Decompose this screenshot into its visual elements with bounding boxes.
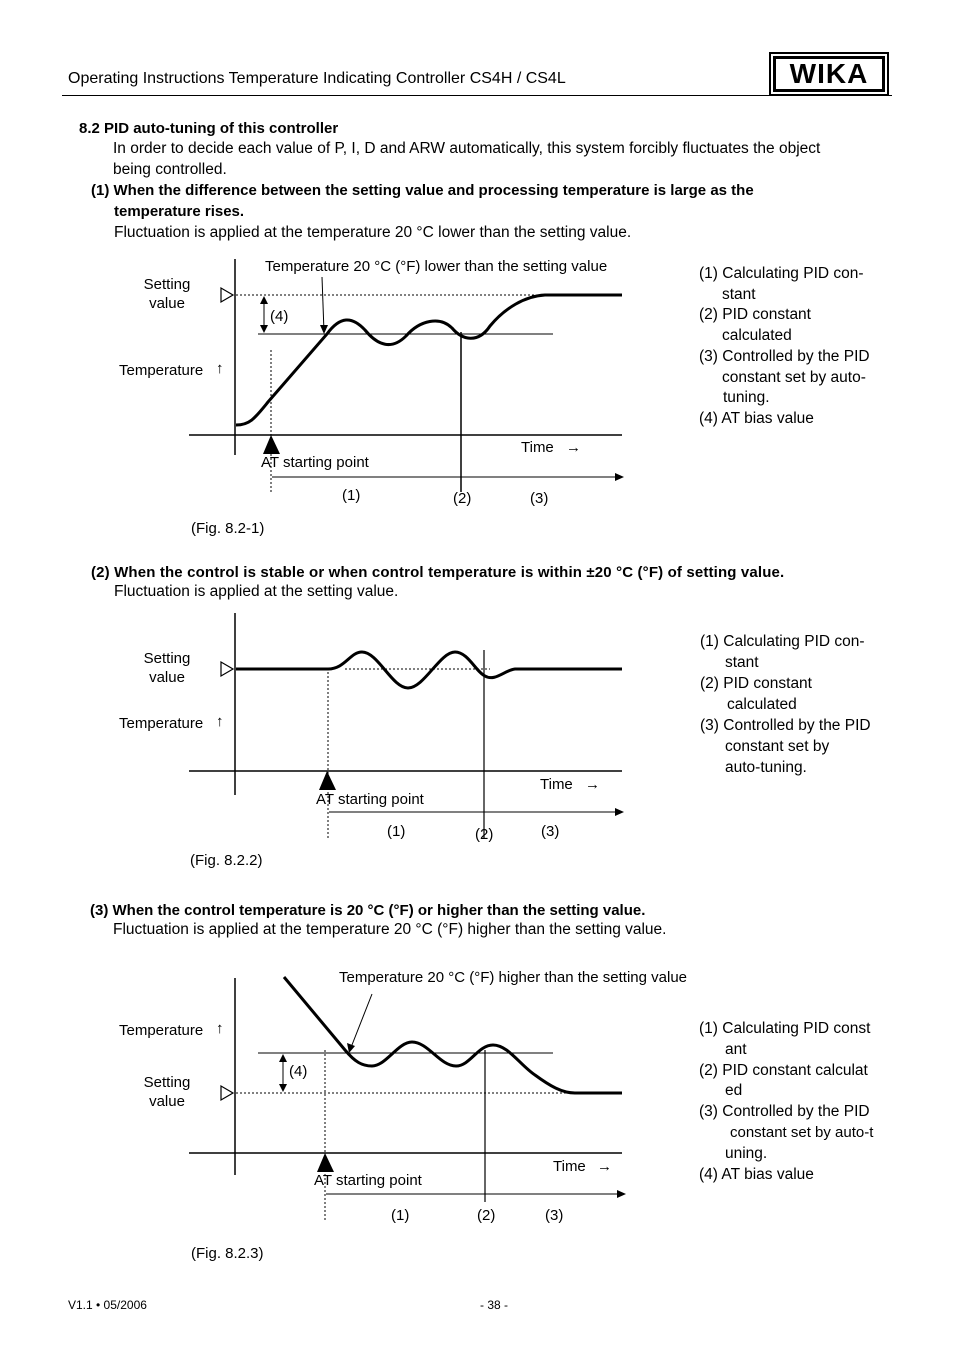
legend-item: stant	[722, 285, 756, 303]
fig3-callout-label: Temperature 20 °C (°F) higher than the setting value	[339, 969, 688, 986]
temperature-curve	[284, 977, 622, 1093]
fig3-setting-label-2: value	[149, 1093, 185, 1110]
up-arrow-icon: ↑	[216, 713, 224, 730]
fig3-at-start-label: AT starting point	[314, 1172, 422, 1189]
legend-item: tuning.	[723, 389, 770, 407]
legend-item: constant set by auto-t	[730, 1123, 874, 1141]
at-start-marker	[319, 771, 336, 790]
fig2-phase-3: (3)	[541, 823, 560, 840]
case1-heading-line2: temperature rises.	[114, 203, 245, 220]
fig1-phase-1: (1)	[342, 487, 361, 504]
callout-line	[322, 277, 324, 332]
fig2-caption: (Fig. 8.2.2)	[190, 852, 263, 869]
legend-item: constant set by auto-	[722, 368, 866, 386]
setting-value-marker	[221, 662, 233, 676]
fig2-legend	[700, 631, 871, 778]
fig1-time-label: Time	[521, 439, 554, 456]
fig1-setting-label-2: value	[149, 295, 185, 312]
fig2-temperature-label: Temperature	[119, 715, 204, 732]
fig3-time-label: Time	[553, 1158, 586, 1175]
legend-item: (4) AT bias value	[699, 409, 814, 427]
temperature-curve	[236, 652, 622, 688]
case3-heading: (3) When the control temperature is 20 °C (°F) or higher than the setting value.	[90, 902, 646, 919]
fig1-at-start-label: AT starting point	[261, 454, 369, 471]
legend-item: (2) PID constant calculat	[699, 1061, 868, 1079]
fig3-phase-2: (2)	[477, 1207, 496, 1224]
header-divider	[62, 95, 892, 96]
at-start-marker	[263, 435, 280, 454]
case2-heading: (2) When the control is stable or when control temperature is within ±20 °C (°F) of setting value.	[91, 564, 785, 581]
fig3-bias-label: (4)	[289, 1063, 308, 1080]
callout-line	[350, 994, 372, 1050]
document-title: Operating Instructions Temperature Indicating Controller CS4H / CS4L	[68, 70, 566, 87]
legend-item: (3) Controlled by the PID	[699, 347, 870, 365]
wika-logo: WIKA	[773, 56, 885, 92]
legend-item: uning.	[725, 1144, 768, 1162]
right-arrow-icon: →	[585, 776, 600, 793]
up-arrow-icon: ↑	[216, 360, 224, 377]
legend-item: (2) PID constant	[699, 306, 811, 324]
page-number: - 38 -	[480, 1298, 509, 1312]
case1-heading-line1: (1) When the difference between the setting value and processing temperature is large as the	[91, 182, 754, 199]
fig1-callout-label: Temperature 20 °C (°F) lower than the setting value	[265, 258, 608, 275]
setting-value-marker	[221, 1086, 233, 1100]
fig1-bias-label: (4)	[270, 308, 289, 325]
case1-description: Fluctuation is applied at the temperature 20 °C lower than the setting value.	[114, 224, 632, 241]
fig2-time-label: Time	[540, 776, 573, 793]
case2-description: Fluctuation is applied at the setting value.	[114, 583, 399, 600]
intro-line-1: In order to decide each value of P, I, D and ARW automatically, this system forcibly fluctuates the object	[113, 140, 821, 157]
at-start-marker	[317, 1153, 334, 1172]
fig1-caption: (Fig. 8.2-1)	[191, 520, 265, 537]
legend-item: constant set by	[725, 738, 830, 755]
fig2-setting-label-2: value	[149, 669, 185, 686]
fig2-phase-2: (2)	[475, 826, 494, 843]
fig3-legend	[699, 1019, 873, 1185]
legend-item: (1) Calculating PID const	[699, 1020, 871, 1037]
case3-description: Fluctuation is applied at the temperature 20 °C (°F) higher than the setting value.	[113, 921, 667, 938]
legend-item: (3) Controlled by the PID	[700, 717, 871, 734]
fig1-phase-2: (2)	[453, 490, 472, 507]
legend-item: ant	[725, 1040, 747, 1058]
fig2-setting-label-1: Setting	[143, 650, 191, 667]
fig1-setting-label-1: Setting	[143, 276, 191, 293]
right-arrow-icon: →	[566, 439, 581, 456]
fig3-phase-3: (3)	[545, 1207, 564, 1224]
legend-item: auto-tuning.	[725, 759, 807, 776]
legend-item: (1) Calculating PID con-	[700, 633, 865, 650]
up-arrow-icon: ↑	[216, 1020, 224, 1037]
fig3-temperature-label: Temperature	[119, 1022, 204, 1039]
fig3-setting-label-1: Setting	[143, 1074, 191, 1091]
version-label: V1.1 • 05/2006	[68, 1298, 147, 1312]
legend-item: ed	[725, 1082, 743, 1100]
fig2-phase-1: (1)	[387, 823, 406, 840]
legend-item: calculated	[722, 327, 792, 345]
right-arrow-icon: →	[597, 1158, 612, 1175]
fig1-legend	[699, 264, 870, 430]
legend-item: (3) Controlled by the PID	[699, 1103, 870, 1121]
legend-item: calculated	[727, 696, 797, 713]
fig2-at-start-label: AT starting point	[316, 791, 424, 808]
fig1-phase-3: (3)	[530, 490, 549, 507]
legend-item: (4) AT bias value	[699, 1165, 814, 1183]
intro-line-2: being controlled.	[113, 161, 227, 178]
fig3-caption: (Fig. 8.2.3)	[191, 1245, 264, 1262]
temperature-curve	[236, 295, 622, 425]
fig1-temperature-label: Temperature	[119, 362, 204, 379]
legend-item: stant	[725, 654, 759, 671]
fig3-phase-1: (1)	[391, 1207, 410, 1224]
section-heading: 8.2 PID auto-tuning of this controller	[79, 120, 339, 137]
setting-value-marker	[221, 288, 233, 302]
legend-item: (2) PID constant	[700, 675, 812, 692]
legend-item: (1) Calculating PID con-	[699, 265, 864, 282]
